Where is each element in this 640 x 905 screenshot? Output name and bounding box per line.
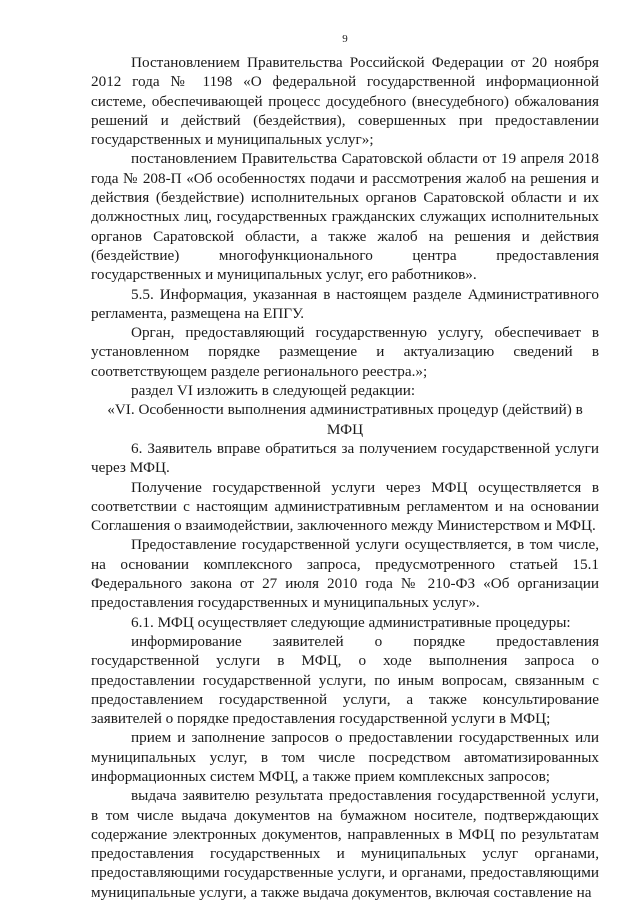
- paragraph-informing: информирование заявителей о порядке предоставления государственной услуги в МФЦ, о ходе выполнения запроса о предоставлении государственной услуги, по иным вопросам, связанным с предоставлением государственной услуги, а также консультирование заявителей о порядке предоставления государственной услуги в МФЦ;: [91, 632, 599, 728]
- paragraph-reception: прием и заполнение запросов о предоставлении государственных или муниципальных услуг, в том числе посредством автоматизированных информационных систем МФЦ, а также прием комплексных запросов;: [91, 729, 599, 785]
- paragraph-6-1: 6.1. МФЦ осуществляет следующие административные процедуры:: [131, 613, 571, 631]
- paragraph-saratov-resolution-208p: постановлением Правительства Саратовской области от 19 апреля 2018 года № 208-П «Об особенностях подачи и рассмотрения жалоб на решения и действия (бездействие) исполнительных органов Саратовской области и их должностных лиц, государственных гражданских служащих исполнительных органов Саратовской области, а также жалоб на решения и действия (бездействие) многофункционального центра предоставления государственных и муниципальных услуг, его работников».: [91, 150, 599, 284]
- paragraph-issuance: выдача заявителю результата предоставления государственной услуги, в том числе выдача документов на бумажном носителе, подтверждающих содержание электронных документов, направленных в МФЦ по результатам предоставления государственных и муниципальных услуг органами, предоставляющими государственные услуги, и органами, предоставляющими муниципальные услуги, а также выдача документов, включая составление на: [91, 787, 599, 901]
- paragraph-complex-request: Предоставление государственной услуги осуществляется, в том числе, на основании комплексного запроса, предусмотренного статьей 15.1 Федерального закона от 27 июля 2010 года № 210-ФЗ «Об организации предоставления государственных и муниципальных услуг».: [91, 536, 599, 612]
- paragraph-federal-resolution-1198: Постановлением Правительства Российской Федерации от 20 ноября 2012 года № 1198 «О федеральной государственной информационной системе, обеспечивающей процесс досудебного (внесудебного) обжалования решений и действий (бездействия), совершенных при предоставлении государственных и муниципальных услуг»;: [91, 54, 599, 149]
- paragraph-6: 6. Заявитель вправе обратиться за получением государственной услуги через МФЦ.: [91, 439, 599, 477]
- document-body: [91, 53, 599, 902]
- paragraph-5-5: 5.5. Информация, указанная в настоящем разделе Административного регламента, размещена на ЕПГУ.: [91, 285, 599, 322]
- paragraph-registry-placement: Орган, предоставляющий государственную услугу, обеспечивает в установленном порядке размещение и актуализацию сведений в соответствующем разделе регионального реестра.»;: [91, 324, 599, 380]
- page-number: 9: [342, 33, 348, 45]
- paragraph-section-vi-intro: раздел VI изложить в следующей редакции:: [131, 382, 416, 400]
- section-vi-heading: «VI. Особенности выполнения административных процедур (действий) в МФЦ: [107, 401, 583, 438]
- paragraph-mfc-agreement: Получение государственной услуги через МФЦ осуществляется в соответствии с настоящим административным регламентом и на основании Соглашения о взаимодействии, заключенного между Министерством и МФЦ.: [91, 478, 599, 535]
